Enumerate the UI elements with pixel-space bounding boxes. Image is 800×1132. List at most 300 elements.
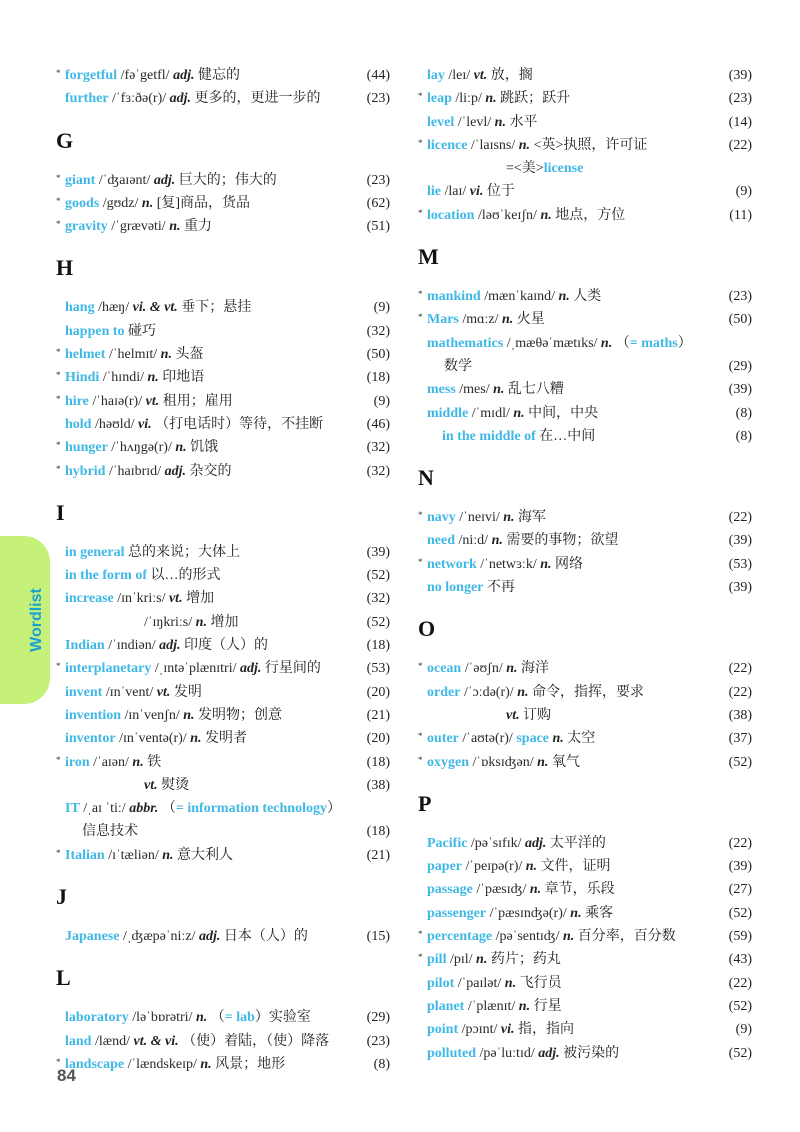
- pronunciation: /liːp/: [451, 91, 486, 107]
- star-icon: *: [56, 393, 61, 404]
- definition: 巨大的；伟大的: [175, 172, 277, 188]
- definition: 熨烫: [157, 777, 190, 793]
- pronunciation: /fəˈgetfl/: [117, 68, 174, 83]
- cross-reference: = lab: [224, 1010, 255, 1026]
- word-entry: [56, 925, 390, 948]
- word-entry: [418, 832, 752, 855]
- cross-reference: = maths: [629, 335, 678, 351]
- unit-reference: (39): [728, 533, 752, 549]
- definition: 药片；药丸: [487, 952, 561, 968]
- pronunciation: /lænd/: [91, 1033, 134, 1049]
- pronunciation: /ˈhʌŋgə(r)/: [107, 440, 176, 456]
- unit-reference: (53): [366, 661, 390, 677]
- word-entry: [418, 204, 752, 227]
- pronunciation: /ˈɪŋkriːs/: [144, 614, 196, 630]
- unit-reference: (32): [366, 591, 390, 607]
- word-entry: [418, 925, 752, 948]
- definition: 数学: [444, 358, 472, 374]
- definition: 文件，证明: [537, 859, 611, 875]
- word-entry: [56, 681, 390, 704]
- star-icon: *: [56, 754, 61, 765]
- headword: Hindi: [65, 370, 100, 386]
- cross-reference: space: [516, 731, 549, 747]
- pronunciation: /leɪ/: [444, 68, 474, 83]
- part-of-speech: n.: [525, 859, 538, 875]
- part-of-speech: vt.: [156, 684, 171, 700]
- pronunciation: /ˈpæsɪʤ/: [472, 882, 530, 898]
- definition: 放，搁: [487, 68, 533, 83]
- section-letter: H: [56, 255, 74, 281]
- unit-reference: (52): [728, 1045, 752, 1061]
- part-of-speech: n.: [491, 533, 503, 549]
- definition: 跳跃；跃升: [496, 91, 571, 107]
- pronunciation: /ˈneɪvi/: [455, 510, 504, 526]
- part-of-speech: vt.: [145, 393, 160, 409]
- part-of-speech: n.: [600, 335, 613, 351]
- headword: in the middle of: [442, 428, 536, 444]
- part-of-speech: adj.: [239, 661, 262, 677]
- pronunciation: /ˈaɪən/: [89, 754, 133, 770]
- section-letter: M: [418, 244, 439, 270]
- word-entry: [56, 460, 390, 483]
- part-of-speech: vt.: [144, 777, 158, 793]
- definition: 章节，乐段: [541, 882, 615, 898]
- word-entry: [56, 320, 390, 343]
- word-entry: [418, 332, 752, 355]
- unit-reference: (15): [366, 929, 390, 945]
- definition: =<美>: [506, 161, 544, 177]
- pronunciation: /ləʊˈkeɪʃn/: [474, 207, 541, 223]
- definition: （: [207, 1010, 225, 1026]
- headword: passenger: [427, 905, 487, 921]
- word-entry: [56, 704, 390, 727]
- unit-reference: (52): [728, 998, 752, 1014]
- unit-reference: (9): [373, 393, 390, 409]
- unit-reference: (18): [366, 638, 390, 654]
- unit-reference: (59): [728, 929, 752, 945]
- word-entry: [418, 157, 752, 180]
- word-entry: [56, 1030, 390, 1053]
- headword: further: [65, 91, 109, 107]
- word-entry: [56, 169, 390, 192]
- star-icon: *: [418, 207, 423, 218]
- unit-reference: (39): [728, 580, 752, 596]
- word-entry: [418, 378, 752, 401]
- star-icon: *: [418, 289, 423, 300]
- definition: 指，指向: [514, 1022, 575, 1038]
- page-number: 84: [57, 1066, 76, 1085]
- definition: 印地语: [158, 370, 205, 386]
- headword: land: [65, 1033, 92, 1049]
- unit-reference: (29): [366, 1010, 390, 1026]
- pronunciation: /həʊld/: [91, 416, 139, 432]
- unit-reference: (9): [373, 300, 390, 316]
- section-letter: J: [56, 884, 67, 910]
- word-entry: [418, 111, 752, 134]
- part-of-speech: abbr.: [129, 801, 159, 817]
- word-entry: [56, 844, 390, 867]
- part-of-speech: n.: [160, 347, 172, 363]
- headword: leap: [427, 91, 452, 107]
- star-icon: *: [418, 929, 423, 940]
- definition: 太平洋的: [546, 835, 606, 851]
- headword: planet: [427, 998, 465, 1014]
- definition: 订购: [519, 707, 552, 723]
- part-of-speech: n.: [529, 882, 542, 898]
- pronunciation: /niːd/: [455, 533, 492, 549]
- definition: 杂交的: [185, 463, 232, 479]
- definition: 日本（人）的: [220, 929, 308, 945]
- part-of-speech: n.: [141, 195, 154, 211]
- section-letter: I: [56, 499, 65, 525]
- wordlist-left-column: [56, 64, 390, 1076]
- word-entry: [418, 995, 752, 1018]
- unit-reference: (39): [728, 859, 752, 875]
- unit-reference: (50): [728, 312, 752, 328]
- headword: ocean: [427, 661, 462, 677]
- word-entry: [56, 296, 390, 319]
- word-entry: [56, 611, 390, 634]
- part-of-speech: n.: [518, 998, 531, 1014]
- part-of-speech: n.: [540, 207, 552, 223]
- definition: 在…中间: [539, 428, 596, 444]
- word-entry: [418, 657, 752, 680]
- unit-reference: (21): [366, 847, 390, 863]
- part-of-speech: n.: [476, 952, 488, 968]
- headword: invent: [65, 684, 103, 700]
- section-letter: O: [418, 616, 436, 642]
- part-of-speech: n.: [493, 382, 505, 398]
- section-letter: G: [56, 127, 74, 153]
- unit-reference: (14): [728, 114, 752, 130]
- definition-tail: ）: [326, 801, 341, 817]
- pronunciation: /ˌaɪ ˈtiː/: [79, 801, 130, 817]
- pronunciation: /ˌʤæpəˈniːz/: [119, 929, 199, 945]
- pronunciation: /ˈplænɪt/: [464, 998, 519, 1014]
- unit-reference: (23): [728, 91, 752, 107]
- word-entry: [56, 436, 390, 459]
- wordlist-tab-label: Wordlist: [28, 588, 45, 652]
- definition: 发明者: [201, 731, 247, 747]
- part-of-speech: n.: [195, 614, 207, 630]
- word-entry: [56, 657, 390, 680]
- word-entry: [418, 285, 752, 308]
- section-letter: L: [56, 965, 71, 991]
- word-entry: [418, 1018, 752, 1041]
- unit-reference: (22): [728, 975, 752, 991]
- headword: giant: [65, 172, 96, 188]
- part-of-speech: adj.: [524, 835, 547, 851]
- pronunciation: /mes/: [455, 382, 494, 398]
- part-of-speech: n.: [549, 731, 564, 747]
- headword: mess: [427, 382, 456, 398]
- word-entry: [56, 774, 390, 797]
- definition: 火星: [513, 312, 545, 328]
- word-entry: [56, 366, 390, 389]
- pronunciation: /ˈlevl/: [454, 114, 495, 130]
- headword: polluted: [427, 1045, 477, 1061]
- pronunciation: /ˈlaɪsns/: [467, 137, 519, 153]
- headword: order: [427, 684, 461, 700]
- headword: in general: [65, 544, 125, 560]
- definition: 海洋: [517, 661, 550, 677]
- definition: 租用；雇用: [159, 393, 233, 409]
- star-icon: *: [56, 440, 61, 451]
- definition: 总的来说；大体上: [128, 544, 240, 560]
- part-of-speech: n.: [570, 905, 582, 921]
- unit-reference: (32): [366, 463, 390, 479]
- star-icon: *: [418, 731, 423, 742]
- part-of-speech: adj.: [173, 68, 195, 83]
- unit-reference: (38): [728, 707, 752, 723]
- headword: gravity: [65, 219, 108, 235]
- star-icon: *: [56, 172, 61, 183]
- part-of-speech: adj.: [153, 172, 176, 188]
- pronunciation: /hæŋ/: [94, 300, 133, 316]
- unit-reference: (50): [366, 347, 390, 363]
- definition: 海军: [514, 510, 547, 526]
- headword: mankind: [427, 289, 481, 305]
- unit-reference: (9): [735, 1022, 752, 1038]
- headword: helmet: [65, 347, 106, 363]
- definition: 氧气: [548, 754, 580, 770]
- pronunciation: /ˈhaɪə(r)/: [88, 393, 146, 409]
- word-entry: [56, 564, 390, 587]
- star-icon: *: [56, 661, 61, 672]
- pronunciation: /pəˈsɪfɪk/: [467, 835, 525, 851]
- word-entry: [56, 87, 390, 110]
- part-of-speech: n.: [537, 754, 549, 770]
- unit-reference: (43): [728, 952, 752, 968]
- star-icon: *: [56, 68, 61, 78]
- pronunciation: /ɪnˈvenʃn/: [121, 707, 184, 723]
- unit-reference: (44): [366, 68, 390, 83]
- part-of-speech: n.: [494, 114, 506, 130]
- definition: 重力: [180, 219, 212, 235]
- headword: paper: [427, 859, 462, 875]
- definition: （: [158, 801, 176, 817]
- definition: 碰巧: [128, 323, 157, 339]
- definition: 健忘的: [194, 68, 240, 83]
- headword: goods: [65, 195, 100, 211]
- star-icon: *: [418, 952, 423, 963]
- headword: Mars: [427, 312, 459, 328]
- part-of-speech: n.: [175, 440, 187, 456]
- definition: 地点，方位: [551, 207, 626, 223]
- unit-reference: (29): [728, 358, 752, 374]
- word-entry: [56, 587, 390, 610]
- word-entry: [418, 751, 752, 774]
- unit-reference: (8): [373, 1056, 390, 1072]
- unit-reference: (52): [366, 614, 390, 630]
- word-entry: [56, 541, 390, 564]
- part-of-speech: n.: [540, 556, 552, 572]
- definition: 行星间的: [261, 661, 321, 677]
- word-entry: [56, 343, 390, 366]
- word-entry: [418, 87, 752, 110]
- part-of-speech: adj.: [169, 91, 192, 107]
- headword: passage: [427, 882, 473, 898]
- word-entry: [418, 878, 752, 901]
- section-letter: N: [418, 465, 434, 491]
- part-of-speech: vi.: [138, 416, 152, 432]
- word-entry: [418, 576, 752, 599]
- definition: 信息技术: [82, 824, 138, 840]
- definition: 行星: [530, 998, 562, 1014]
- definition: 需要的事物；欲望: [502, 533, 619, 549]
- headword: increase: [65, 591, 114, 607]
- word-entry: [56, 634, 390, 657]
- unit-reference: (11): [729, 207, 752, 223]
- star-icon: *: [56, 847, 61, 858]
- word-entry: [418, 553, 752, 576]
- definition: （使）着陆，（使）降落: [178, 1033, 330, 1049]
- unit-reference: (39): [728, 68, 752, 83]
- headword: hold: [65, 416, 92, 432]
- definition-tail: ）: [677, 335, 692, 351]
- headword: licence: [427, 137, 468, 153]
- unit-reference: (9): [735, 184, 752, 200]
- pronunciation: /ˈhɪndi/: [99, 370, 148, 386]
- pronunciation: /ɪnˈvent/: [102, 684, 157, 700]
- pronunciation: /ˈʤaɪənt/: [95, 172, 154, 188]
- word-entry: [56, 820, 390, 843]
- unit-reference: (46): [366, 416, 390, 432]
- pronunciation: /ˈpæsɪnʤə(r)/: [486, 905, 571, 921]
- definition-tail: ）实验室: [254, 1010, 311, 1026]
- definition: （打电话时）等待，不挂断: [151, 416, 324, 432]
- part-of-speech: adj.: [164, 463, 186, 479]
- pronunciation: /laɪ/: [441, 184, 470, 200]
- part-of-speech: vt.: [506, 707, 520, 723]
- headword: hunger: [65, 440, 108, 456]
- star-icon: *: [56, 1056, 61, 1067]
- definition: 更多的，更进一步的: [191, 91, 321, 107]
- part-of-speech: vt.: [168, 591, 183, 607]
- unit-reference: (37): [728, 731, 752, 747]
- headword: iron: [65, 754, 90, 770]
- unit-reference: (22): [728, 661, 752, 677]
- unit-reference: (23): [366, 91, 390, 107]
- headword: middle: [427, 405, 469, 421]
- part-of-speech: n.: [501, 312, 514, 328]
- word-entry: [418, 902, 752, 925]
- pronunciation: /ˈɪndiən/: [104, 638, 160, 654]
- unit-reference: (22): [728, 684, 752, 700]
- section-letter: P: [418, 790, 432, 816]
- headword: Italian: [65, 847, 105, 863]
- part-of-speech: n.: [506, 661, 518, 677]
- headword: Pacific: [427, 835, 468, 851]
- definition: [复]商品，货品: [153, 195, 251, 211]
- definition: 发明: [170, 684, 202, 700]
- star-icon: *: [418, 137, 423, 148]
- word-entry: [418, 134, 752, 157]
- headword: laboratory: [65, 1010, 129, 1026]
- part-of-speech: n.: [162, 847, 174, 863]
- word-entry: [56, 797, 390, 820]
- star-icon: *: [56, 195, 61, 206]
- unit-reference: (22): [728, 510, 752, 526]
- headword: Indian: [65, 638, 105, 654]
- headword: need: [427, 533, 455, 549]
- part-of-speech: n.: [195, 1010, 208, 1026]
- unit-reference: (51): [366, 219, 390, 235]
- star-icon: *: [418, 91, 423, 102]
- definition: 垂下；悬挂: [177, 300, 252, 316]
- part-of-speech: n.: [485, 91, 497, 107]
- word-entry: [56, 727, 390, 750]
- word-entry: [418, 506, 752, 529]
- definition-tail: 太空: [563, 731, 596, 747]
- definition: 百分率，百分数: [574, 929, 676, 945]
- headword: level: [427, 114, 455, 130]
- part-of-speech: adj.: [159, 638, 181, 654]
- word-entry: [418, 64, 752, 87]
- word-entry: [56, 215, 390, 238]
- pronunciation: /ɪnˈventə(r)/: [115, 731, 191, 747]
- headword: pill: [427, 952, 447, 968]
- star-icon: *: [56, 219, 61, 230]
- word-entry: [56, 413, 390, 436]
- unit-reference: (18): [366, 824, 390, 840]
- definition: 风景；地形: [211, 1056, 286, 1072]
- unit-reference: (38): [366, 777, 390, 793]
- word-entry: [418, 180, 752, 203]
- unit-reference: (21): [366, 707, 390, 723]
- star-icon: *: [56, 347, 61, 358]
- headword: percentage: [427, 929, 493, 945]
- headword: lie: [427, 184, 441, 200]
- star-icon: *: [418, 661, 423, 672]
- definition: 增加: [206, 614, 239, 630]
- pronunciation: /ˈɔːdə(r)/: [460, 684, 518, 700]
- unit-reference: (8): [735, 428, 752, 444]
- word-entry: [418, 425, 752, 448]
- pronunciation: /ˈfɜːðə(r)/: [108, 91, 170, 107]
- pronunciation: /pəˈsentɪʤ/: [492, 929, 563, 945]
- pronunciation: /ˈnetwɜːk/: [476, 556, 541, 572]
- part-of-speech: vt. & vi.: [133, 1033, 179, 1049]
- definition: 以…的形式: [150, 568, 221, 584]
- part-of-speech: n.: [169, 219, 181, 235]
- word-entry: [418, 727, 752, 750]
- headword: IT: [65, 801, 80, 817]
- headword: point: [427, 1022, 459, 1038]
- wordlist-right-column: [418, 64, 752, 1065]
- unit-reference: (22): [728, 137, 752, 153]
- headword: mathematics: [427, 335, 504, 351]
- word-entry: [418, 972, 752, 995]
- part-of-speech: n.: [563, 929, 575, 945]
- pronunciation: /ˈɒksɪʤən/: [469, 754, 538, 770]
- word-entry: [418, 681, 752, 704]
- definition: <英>执照，许可证: [530, 137, 648, 153]
- headword: lay: [427, 68, 445, 83]
- unit-reference: (53): [728, 556, 752, 572]
- pronunciation: /ˈpaɪlət/: [454, 975, 505, 991]
- part-of-speech: n.: [132, 754, 144, 770]
- word-entry: [56, 192, 390, 215]
- star-icon: *: [418, 312, 423, 323]
- word-entry: [418, 402, 752, 425]
- definition: 意大利人: [173, 847, 234, 863]
- pronunciation: /ˈhaɪbrɪd/: [105, 463, 165, 479]
- headword: hybrid: [65, 463, 106, 479]
- pronunciation: /pɔɪnt/: [458, 1022, 501, 1038]
- definition: 不再: [486, 580, 515, 596]
- word-entry: [56, 390, 390, 413]
